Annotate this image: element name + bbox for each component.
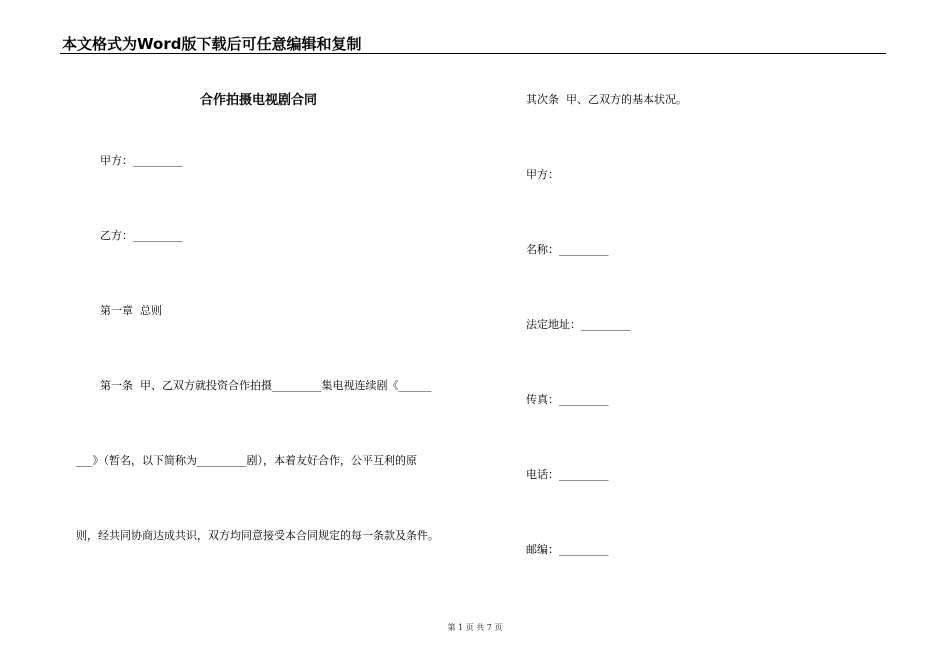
- party-a-line: 甲方：_________: [100, 154, 183, 167]
- legal-address-field: 法定地址：_________: [526, 318, 631, 331]
- document-header-title: 本文格式为Word版下载后可任意编辑和复制: [62, 35, 362, 53]
- contract-title: 合作拍摄电视剧合同: [200, 93, 318, 108]
- page-number: 第 1 页 共 7 页: [447, 623, 503, 632]
- name-field: 名称：_________: [526, 243, 609, 256]
- phone-field: 电话：_________: [526, 468, 609, 481]
- article-two-heading: 其次条 甲、乙双方的基本状况。: [526, 93, 687, 106]
- article-one-line-3: 则，经共同协商达成共识，双方均同意接受本合同规定的每一条款及条件。: [76, 529, 439, 542]
- header-divider: [60, 53, 886, 54]
- party-b-line: 乙方：_________: [100, 229, 183, 242]
- postcode-field: 邮编：_________: [526, 543, 609, 556]
- article-one-line-2: ___》（暂名，以下简称为_________剧），本着友好合作，公平互利的原: [76, 454, 417, 467]
- chapter-one-heading: 第一章 总则: [100, 304, 162, 317]
- party-a-label: 甲方：: [526, 168, 559, 181]
- fax-field: 传真：_________: [526, 393, 609, 406]
- article-one-line-1: 第一条 甲、乙双方就投资合作拍摄_________集电视连续剧《______: [100, 379, 432, 392]
